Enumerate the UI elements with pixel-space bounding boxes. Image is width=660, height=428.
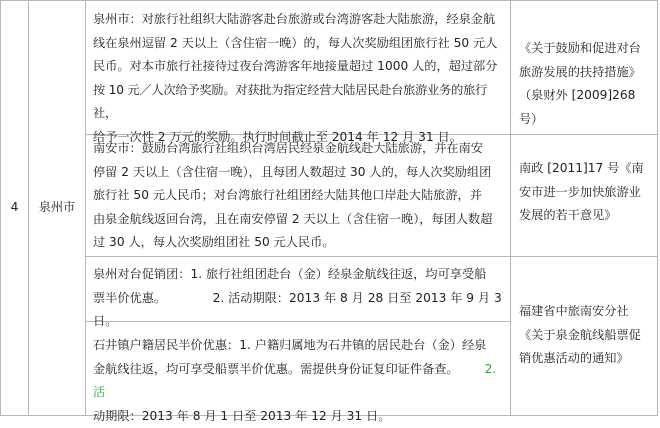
source-line: 旅游发展的扶持措施》 <box>519 61 651 85</box>
promotion-group-text <box>91 263 503 334</box>
source-line: 《关于鼓励和促进对台 <box>519 37 651 61</box>
text-line: 票半价优惠。 2. 活动期限：2013 年 8 月 28 日至 2013 年 9 月 3 日。 <box>93 287 503 334</box>
source-line: 销优惠活动的通知》 <box>519 347 651 371</box>
nanan-policy-source <box>519 157 651 228</box>
shijing-discount-text <box>91 334 503 428</box>
column-divider <box>510 1 511 415</box>
text-line: 按 10 元／人次给予奖励。对获批为指定经营大陆居民赴台旅游业务的旅行社， <box>93 79 503 126</box>
text-line: 由泉金航线返回台湾，且在南安停留 2 天以上（含住宿一晚），每团人数超 <box>93 208 503 232</box>
text-line: 南安市：鼓励台湾旅行社组织台湾居民经泉金航线赴大陆旅游，并在南安 <box>93 137 503 161</box>
text-line: 停留 2 天以上（含住宿一晚），且每团人数超过 30 人的，每人次奖励组团 <box>93 161 503 185</box>
quanzhou-policy-source <box>519 37 651 131</box>
source-line: 发展的若干意见》 <box>519 204 651 228</box>
city-name: 泉州市 <box>29 1 85 415</box>
text-line: 动期限：2013 年 8 月 1 日至 2013 年 12 月 31 日。 <box>93 405 503 428</box>
shared-policy-source <box>519 300 651 371</box>
nanan-policy-text <box>91 137 503 255</box>
text-fragment: 金航线往返，均可享受船票半价优惠。需提供身份证复印证件备查。 <box>93 362 459 376</box>
text-line: 民币。对本市旅行社接待过夜台湾游客年地接量超过 1000 人的，超过部分 <box>93 55 503 79</box>
source-line: 《关于泉金航线船票促 <box>519 324 651 348</box>
source-line: （泉财外 [2009]268 号） <box>519 84 651 131</box>
text-line: 泉州市：对旅行社组织大陆游客赴台旅游或台湾游客赴大陆旅游，经泉金航 <box>93 8 503 32</box>
row-divider <box>85 256 657 257</box>
text-line: 旅行社 50 元人民币；对台湾旅行社组团经大陆其他口岸赴大陆旅游，并 <box>93 184 503 208</box>
column-divider <box>85 1 86 415</box>
text-line: 泉州对台促销团：1. 旅行社组团赴台（金）经泉金航线往返，均可享受船 <box>93 263 503 287</box>
text-line <box>93 358 503 405</box>
text-line: 石井镇户籍居民半价优惠：1. 户籍归属地为石井镇的居民赴台（金）经泉 <box>93 334 503 358</box>
source-line: 福建省中旅南安分社 <box>519 300 651 324</box>
row-index: 4 <box>1 1 28 415</box>
source-line: 安市进一步加快旅游业 <box>519 181 651 205</box>
text-line: 线在泉州逗留 2 天以上（含住宿一晚）的，每人次奖励组团旅行社 50 元人 <box>93 32 503 56</box>
text-line: 给予一次性 2 万元的奖励。执行时间截止至 2014 年 12 月 31 日。 <box>93 126 503 150</box>
source-line: 南政 [2011]17 号《南 <box>519 157 651 181</box>
activity-suffix: 2. 活 <box>93 362 500 400</box>
quanzhou-policy-text <box>91 8 503 149</box>
text-line: 过 30 人，每人次奖励组团社 50 元人民币。 <box>93 231 503 255</box>
